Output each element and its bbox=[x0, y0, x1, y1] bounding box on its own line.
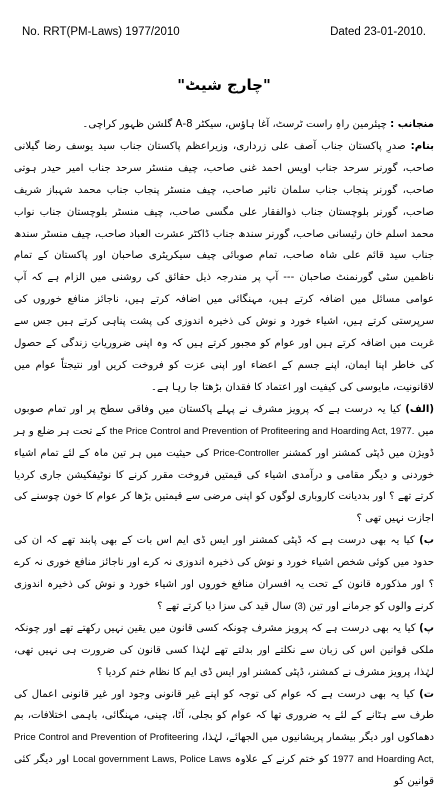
act-year: 1977 bbox=[332, 754, 354, 766]
point-te-label: ت) bbox=[419, 688, 434, 700]
document-body bbox=[14, 114, 435, 788]
point-be-text-2: سال قید کی سزا دیا کرتے تھے ؟ bbox=[157, 600, 292, 612]
letter-date: Dated 23-01-2010. bbox=[330, 26, 426, 38]
point-alif-text: کیا یہ درست ہے کہ پرویز مشرف نے پہلے پاکستان میں وفاقی سطح پر اور تمام صوبوں میں bbox=[14, 403, 434, 437]
point-be bbox=[14, 530, 434, 618]
other-laws: Local government Laws, Police Laws bbox=[72, 754, 232, 766]
point-alif bbox=[14, 399, 434, 530]
point-be-text: کیا یہ بھی درست ہے کہ ڈپٹی کمشنر اور ایس ڈی ایم اس بات کے بھی پابند تھے کہ ان کی حدود میں کوئی شخص اشیاء خورد و نوش کی ذخیرہ اندوزی نہ کرے اور ناجائز منافع خوری نہ کرے ؟ اور مذکورہ قانون کے تحت یہ افسران منافع خوروں اور اشیاء خورد و نوش کی ذخیرہ اندوزی کرنے والوں کو جرمانے اور تین bbox=[14, 535, 434, 612]
point-pe-text: کیا یہ بھی درست ہے کہ پرویز مشرف چونکہ کسی قانون میں یقین نہیں رکھتے تھے اور چونکہ ملکی قوانین اس کی زبان سے نکلتے اور بدلتے تھے لہٰذا کسی قانون کی ضرورت ہی نہیں تھی، لہٰذا، پرویز مشرف نے کمشنر، ڈپٹی کمشنر اور ایس ڈی ایم کا نظام ختم کردیا ؟ bbox=[14, 622, 434, 678]
point-te-text-2: کو ختم کرنے کے علاوہ bbox=[234, 754, 329, 766]
point-alif-label: (الف) bbox=[405, 403, 434, 415]
point-be-label: ب) bbox=[419, 535, 434, 547]
point-te-text-3: اور دیگر کئی قوانین کو bbox=[14, 754, 434, 788]
charge-intro-text: آپ پر مندرجہ ذیل حقائق کی روشنی میں الزام ہے کہ آپ عوامی مسائل میں اضافہ کرتے ہیں، مہنگائی میں اضافہ کرتے ہیں، ناجائز منافع خوروں کی سرپرستی کرتے ہیں، اشیاء خورد و نوش کی ذخیرہ اندوزی کی پشت پناہی کرتے ہیں جس سے غربت میں اضافہ کرتے ہیں اور عوام کو مجبور کرتے ہیں کہ وہ اپنی ضروریاتِ زندگی کے حصول کی خاطر اپنا ایمان، اپنے جسم کے اعضاء اور اپنی عزت کو فروخت کریں اور نتیجتاً عوام میں لاقانونیت، مایوسی کی کیفیت اور اعتماد کا فقدان بڑھتا جا رہا ہے۔ bbox=[14, 272, 434, 393]
recipients-label: بنام: bbox=[410, 140, 434, 152]
sender-label: منجانب : bbox=[390, 119, 434, 130]
letter-header bbox=[22, 26, 426, 38]
act-name: the Price Control and Prevention of Profiteering and Hoarding Act, 1977. bbox=[109, 425, 415, 437]
recipients-text: صدرِ پاکستان جناب آصف علی زرداری، وزیراعظم پاکستان جناب سید یوسف رضا گیلانی صاحب، گورنر سرحد جناب اویس احمد غنی صاحب، چیف منسٹر سرحد جناب امیر حیدر ہوتی صاحب، گورنر پنجاب جناب سلمان تاثیر صاحب، چیف منسٹر پنجاب جناب محمد شہباز شریف صاحب، گورنر بلوچستان جناب ذوالفقار علی مگسی صاحب، چیف منسٹر بلوچستان جناب نواب محمد اسلم خان رئیسانی صاحب، گورنر سندھ جناب ڈاکٹر عشرت العباد صاحب، چیف منسٹر سندھ جناب سید قائم علی شاہ صاحب، تمام صوبائی چیف سیکریٹری صاحبان اور پاکستان کے تمام ناظمین سٹی گورنمنٹ صاحبان --- bbox=[14, 140, 434, 284]
point-alif-text-2: کے تحت ہر ضلع و ہر ڈویژن میں ڈپٹی کمشنر اور کمشنر bbox=[14, 425, 434, 459]
point-alif-text-3: کی حیثیت میں ہر تین ماہ کے لئے تمام اشیاء خوردنی و دیگر مقامی و درآمدی اشیاء کی قیمتیں فروخت مقرر کرنے کا نوٹیفکیشن جاری کردیا کرتے تھے ؟ اور بددیانت کاروباری لوگوں کو اپنی مرضی سے قیمتیں بڑھا کر عوام کا خون چوسنے کی اجازت نہیں تھی ؟ bbox=[14, 447, 434, 525]
point-te-text: کیا یہ بھی درست ہے کہ عوام کی توجہ کو اپنے غیر قانونی وجود اور غیر قانونی اعمال کی طرف سے ہٹانے کے لئے یہ ضروری تھا کہ عوام کو بجلی، آٹا، چینی، مہنگائی، باہمی اختلافات، بم دھماکوں اور دیگر بیشمار پریشانیوں میں الجھائے، لہٰذا، bbox=[14, 688, 434, 744]
sentence-number: (3) bbox=[294, 600, 306, 612]
price-controller-term: Price-Controller bbox=[213, 447, 280, 459]
sender-text: چیئرمین راہِ راست ٹرسٹ، آغا ہاؤس، سیکٹر 8-A گلشن ظہور کراچی۔ bbox=[82, 119, 387, 130]
act-name-2: Price Control and Prevention of Profiteering and Hoarding Act, bbox=[14, 732, 435, 766]
point-pe-label: پ) bbox=[419, 622, 434, 634]
reference-number: No. RRT(PM-Laws) 1977/2010 bbox=[22, 26, 180, 38]
recipients-paragraph bbox=[14, 136, 434, 399]
point-te bbox=[14, 684, 434, 793]
document-title: "چارج شیٹ" bbox=[177, 76, 271, 94]
point-pe bbox=[14, 618, 434, 684]
sender-paragraph bbox=[14, 114, 434, 136]
